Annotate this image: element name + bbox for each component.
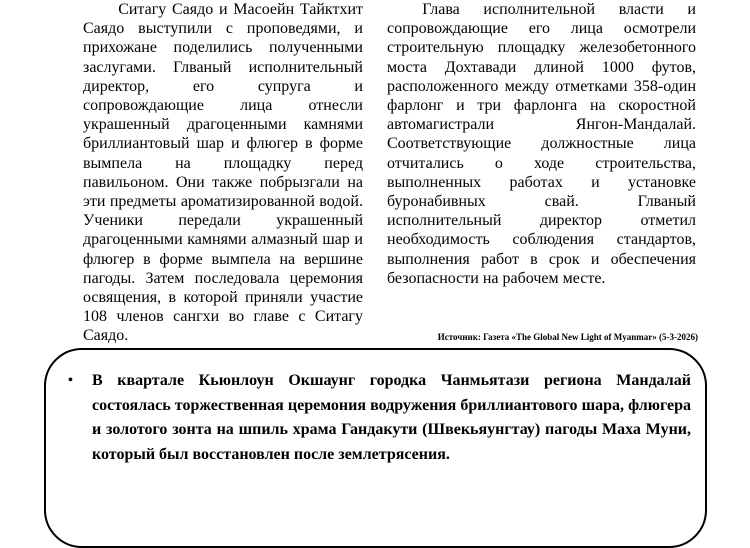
source-citation: Источник: Газета «The Global New Light of Myanmar» (5-3-2026) bbox=[437, 332, 698, 342]
summary-item bbox=[66, 369, 691, 467]
left-paragraph: Ситагу Саядо и Масоейн Тайктхит Саядо выступили с проповедями, и прихожане поделились полученными заслугами. Глваный исполнительный директор, его супруга и сопровождающие лица отнесли украшенный драгоценными камнями бриллиантовый шар и флюгер в форме вымпела на площадку перед павильоном. Они также побрызгали на эти предметы ароматизированной водой. Ученики передали украшенный драгоценными камнями алмазный шар и флюгер в форме вымпела на вершине пагоды. Затем последовала церемония освящения, в которой приняли участие 108 членов сангхи во главе с Ситагу Саядо. bbox=[83, 1, 363, 345]
right-article-column bbox=[387, 0, 696, 288]
summary-box bbox=[44, 348, 707, 548]
summary-text: В квартале Кьюнлоун Окшаунг городка Чанмьятази региона Мандалай состоялась торжественная церемония водружения бриллиантового шара, флюгера и золотого зонта на шпиль храма Гандакути (Швекьяунгтау) пагоды Маха Муни, который был восстановлен после землетрясения. bbox=[92, 372, 691, 463]
right-paragraph: Глава исполнительной власти и сопровождающие его лица осмотрели строительную площадку железобетонного моста Дохтавади длиной 1000 футов, расположенного между отметками 358-один фарлонг и три фарлонга на скоростной автомагистрали Янгон-Мандалай. Соответствующие должностные лица отчитались о ходе строительства, выполненных работах и установке буронабивных свай. Глваный исполнительный директор отметил необходимость соблюдения стандартов, выполнения работ в срок и обеспечения безопасности на рабочем месте. bbox=[387, 1, 696, 287]
bullet-icon: • bbox=[68, 373, 73, 388]
left-article-column bbox=[83, 0, 363, 346]
summary-list bbox=[66, 369, 691, 467]
